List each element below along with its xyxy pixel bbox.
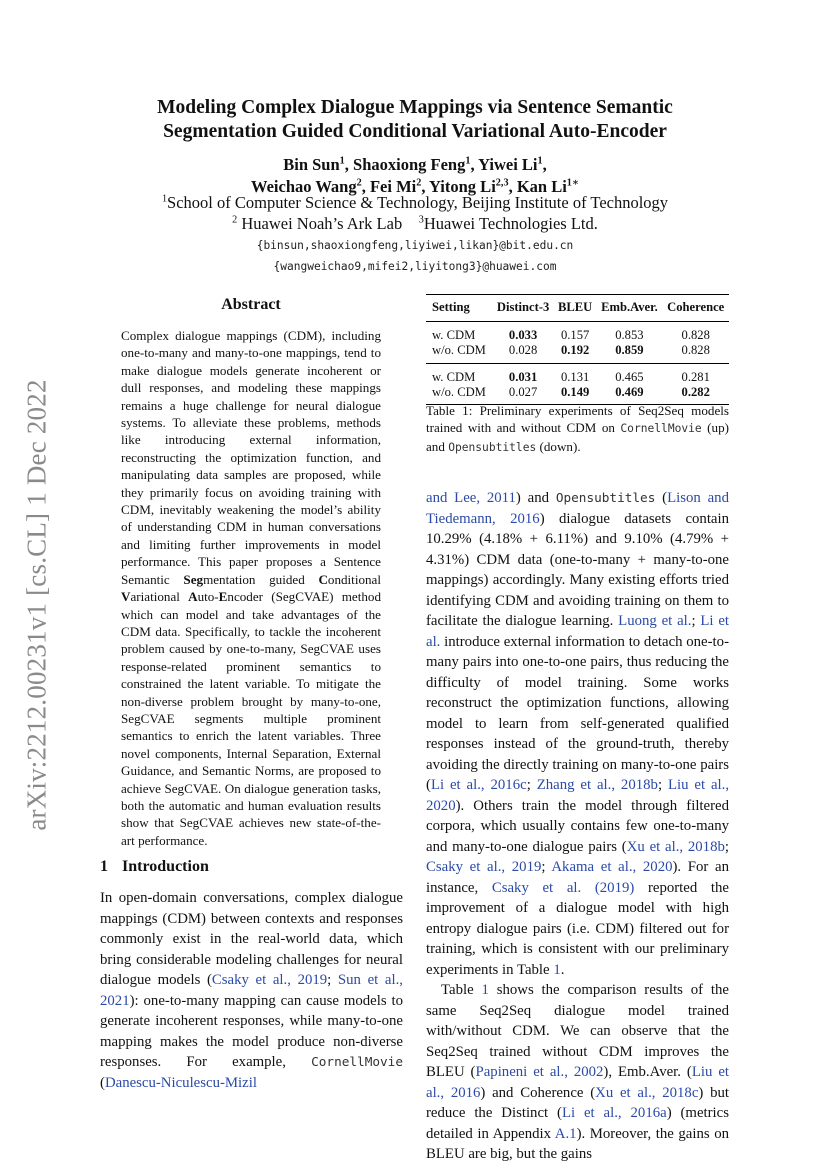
email-line: {binsun,shaoxiongfeng,liyiwei,likan}@bit.edu.cn [256, 239, 574, 252]
affil-marker: 1 [161, 193, 168, 205]
citation-link[interactable]: Lison and Tiedemann, 2016 [426, 490, 729, 527]
appendix-ref-link[interactable]: A.1 [554, 1125, 577, 1142]
author-name: Shaoxiong Feng [353, 155, 466, 174]
affil-marker: 3 [418, 214, 424, 226]
table-ref-link[interactable]: 1 [481, 982, 489, 998]
table-cell: 0.465 [615, 370, 644, 384]
citation-link[interactable]: Liu et al., 2020 [426, 777, 730, 814]
table-row [426, 343, 729, 364]
citation-link[interactable]: Liu et al., 2016 [426, 1064, 729, 1101]
body-paragraph: Table 1 shows the comparison results of the same Seq2Seq dialogue model trained with/without CDM. We can observe that the Seq2Seq trained without CDM improves the BLEU (Papineni et al., 2002), Emb.Aver. (Liu et al., 2016) and Coherence (Xu et al., 2018c) but reduce the Distinct (Li et al., 2016a) (metrics detailed in Appendix A.1). Moreover, the gains on BLEU are big, but the gains [426, 982, 729, 1162]
dataset-name: Opensubtitles [555, 490, 656, 505]
affiliation-line: Huawei Noah’s Ark Lab [237, 214, 403, 233]
table-cell: 0.131 [560, 370, 590, 384]
affil-marker: 2,3 [495, 177, 509, 189]
author-name: Weichao Wang [251, 177, 357, 196]
table-cell: 0.859 [596, 343, 662, 364]
citation-link[interactable]: Csaky et al., 2019 [211, 972, 328, 988]
affil-marker: 2 [416, 177, 422, 189]
affiliations [100, 192, 730, 234]
author-list: Bin Sun$^1$, Shaoxiong Feng$^1$, Yiwei Li$^1$, Weichao Wang$^2$, Fei Mi$^2$, Yitong Li$^{2,3}$, Kan $Li^{1∗}$ [251, 155, 579, 196]
affil-marker: 1∗ [566, 177, 579, 189]
citation-link[interactable]: Csaky et al., 2019 [426, 859, 542, 875]
affil-marker: 1 [339, 155, 345, 167]
affil-marker: 1 [465, 155, 471, 167]
citation-link[interactable]: Li et al., 2016c [430, 777, 527, 793]
author-name: Yiwei Li [478, 155, 538, 174]
table-cell: 0.828 [681, 328, 710, 342]
affil-marker: 2 [356, 177, 362, 189]
table-cell: 0.853 [615, 328, 644, 342]
affil-marker: 2 [232, 214, 238, 226]
table-cell: 0.282 [662, 385, 729, 405]
table-cell: 0.281 [681, 370, 710, 384]
col-header: Setting [426, 295, 492, 322]
table-caption: Table 1: Preliminary experiments of Seq2Seq models trained with and without CDM on CornellMovie (up) and Opensubtitles (down). [426, 403, 729, 454]
citation-link[interactable]: Xu et al., 2018c [595, 1084, 699, 1101]
table-cell: 0.028 [492, 343, 554, 364]
citation-link[interactable]: Zhang et al., 2018b [536, 777, 658, 793]
citation-link[interactable]: Csaky et al. (2019) [491, 879, 635, 896]
arxiv-identifier: arXiv:2212.00231v1 [cs.CL] 1 Dec 2022 [21, 379, 52, 831]
table-cell: 0.157 [560, 328, 590, 342]
section-heading-introduction [100, 858, 209, 876]
table-cell: w. CDM [432, 328, 476, 342]
citation-link[interactable]: Danescu-Niculescu-Mizil [104, 1074, 257, 1091]
col-header: Distinct-3 [492, 295, 554, 322]
body-paragraph: and Lee, 2011) and Opensubtitles (Lison and Tiedemann, 2016) dialogue datasets contain 10.29% (4.18% + 6.11%) and 9.10% (4.79% + 4.31%) CDM data (one-to-many + many-to-one mappings) accordingly. Many existing efforts tried identifying CDM and avoiding training on them to facilitate the dialogue learning. Luong et al.; Li et al. introduce external information to detach one-to-many pairs into one-to-one pairs, thus reducing the difficulty of model training. Some works reconstruct the optimization functions, allowing model to learn from self-generated qualified responses instead of the ground-truth, thereby avoiding the directly training on many-to-one pairs (Li et al., 2016c; Zhang et al., 2018b; Liu et al., 2020). Others train the model through filtered corpora, which usually contains few one-to-many and many-to-one dialogue pairs (Xu et al., 2018b; Csaky et al., 2019; Akama et al., 2020). For an instance, Csaky et al. (2019) reported the improvement of a dialogue model with high entropy dialogue pairs (i.e. CDM) filtered out for training, which is consistent with our preliminary experiments in Table 1. [426, 490, 730, 978]
title-line-1: Modeling Complex Dialogue Mappings via Sentence Semantic [157, 97, 673, 118]
table-cell: 0.149 [554, 385, 596, 405]
affiliation-line: School of Computer Science & Technology, Beijing Institute of Technology [167, 193, 669, 212]
table-row [426, 322, 729, 343]
introduction-paragraph: In open-domain conversations, complex dialogue mappings (CDM) between contexts and responses commonly exist in the real-world data, which bring considerable modeling challenges for neural dialogue models (Csaky et al., 2019; Sun et al., 2021): one-to-many mapping can cause models to generate incoherent responses, while many-to-one mapping makes the model produce non-diverse responses. For example, CornellMovie (Danescu-Niculescu-Mizil [100, 890, 403, 1091]
arxiv-side-stamp [22, 370, 52, 840]
author-name: Yitong Li [429, 177, 496, 196]
citation-link[interactable]: Xu et al., 2018b [626, 838, 725, 855]
table-cell: 0.033 [508, 328, 538, 342]
email-line: {wangweichao9,mifei2,liyitong3}@huawei.com [273, 260, 557, 273]
table-cell: 0.828 [662, 343, 729, 364]
col-header: BLEU [554, 295, 596, 322]
citation-link[interactable]: Akama et al., 2020 [551, 859, 673, 875]
citation-link[interactable]: Luong et al. [618, 613, 692, 629]
table-cell: w/o. CDM [426, 385, 492, 405]
affil-marker: 1 [537, 155, 543, 167]
author-emails [100, 235, 730, 277]
citation-link[interactable]: Sun et al., 2021 [100, 972, 403, 1009]
results-table [426, 294, 729, 405]
dataset-name: Opensubtitles [448, 440, 537, 454]
citation-link[interactable]: Papineni et al., 2002 [475, 1064, 604, 1080]
citation-link[interactable]: and Lee, 2011 [426, 490, 516, 506]
dataset-name: CornellMovie [620, 422, 702, 436]
author-name: Fei Mi [369, 177, 417, 196]
table-ref-link[interactable]: 1 [553, 961, 561, 978]
author-name: Bin Sun [283, 155, 340, 174]
results-table-container [426, 294, 729, 405]
table-cell: w/o. CDM [426, 343, 492, 364]
author-name: Kan Li [516, 177, 567, 196]
col-header: Coherence [662, 295, 729, 322]
section-number: 1 [100, 858, 108, 875]
title-line-2: Segmentation Guided Conditional Variational Auto-Encoder [163, 121, 667, 142]
citation-link[interactable]: Li et al., 2016a [561, 1105, 667, 1121]
table-cell: 0.027 [492, 385, 554, 405]
table-row [426, 364, 729, 385]
section-title: Introduction [122, 858, 209, 875]
dataset-name: CornellMovie [311, 1054, 403, 1069]
table-cell: 0.469 [596, 385, 662, 405]
col-header: Emb.Aver. [596, 295, 662, 322]
table-cell: w. CDM [432, 370, 476, 384]
table-cell: 0.192 [554, 343, 596, 364]
citation-link[interactable]: Li et al. [426, 613, 730, 650]
affiliation-line: Huawei Technologies Ltd. [423, 214, 598, 233]
right-column-body [426, 488, 729, 1165]
abstract-body: Complex dialogue mappings (CDM), including one-to-many and many-to-one mappings, tend to make dialogue models generate incoherent or dull responses, and modeling these mappings remains a huge challenge for neural dialogue systems. To alleviate these problems, methods like introducing external information, reconstructing the optimization function, and manipulating data samples are proposed, while they primarily focus on avoiding training with CDM, inevitably weakening the model’s ability of understanding CDM in human conversations and limiting further improvements in model performance. This paper proposes a Sentence Semantic Segmentation guided Conditional Variational Auto-Encoder (SegCVAE) method which can model and take advantages of the CDM data. Specifically, to tackle the incoherent problem caused by one-to-many, SegCVAE uses response-related prominent semantics to constrained the latent variable. To mitigate the non-diverse problem brought by many-to-one, SegCVAE segments multiple prominent semantics to enrich the latent variables. Three novel components, Internal Separation, External Guidance, and Semantic Norms, are proposed to achieve SegCVAE. On dialogue generation tasks, both the automatic and human evaluation results show that SegCVAE achieves new state-of-the-art performance. [121, 328, 382, 848]
abstract-heading: Abstract [221, 296, 281, 313]
table-cell: 0.031 [508, 370, 538, 384]
paper-title [100, 96, 730, 144]
